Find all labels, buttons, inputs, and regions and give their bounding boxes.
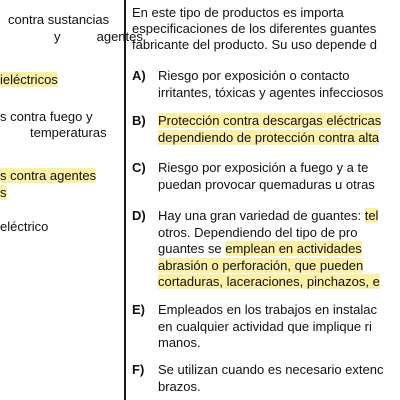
option-line [158, 208, 378, 224]
option-line [158, 319, 372, 335]
left-line-text: s contra agentes [0, 168, 97, 183]
option-line [158, 335, 201, 351]
highlighted-text: dependiendo de protección contra alta [158, 129, 380, 145]
left-line-text: s [0, 185, 7, 200]
highlighted-text: tel [364, 208, 379, 223]
left-line [0, 109, 93, 125]
option-line [158, 113, 381, 129]
option-line [158, 177, 375, 193]
option-text: manos. [158, 335, 201, 350]
left-line [54, 29, 143, 45]
option-letter: D) [132, 208, 146, 223]
option-text: guantes se [158, 241, 226, 256]
option-text: otros. Dependiendo del tipo de pro [158, 224, 358, 240]
left-line-text: s contra fuego y [0, 109, 93, 124]
left-line-text: y agentes [54, 29, 143, 44]
intro-line: En este tipo de productos es importa [132, 5, 344, 20]
option-text: Riesgo por exposición o contacto [158, 68, 350, 83]
column-divider [124, 0, 126, 400]
option-line [158, 274, 380, 290]
left-line-text: temperaturas [30, 125, 107, 140]
highlighted-text: cortaduras, laceraciones, pinchazos, e [158, 274, 380, 289]
option-line [158, 241, 362, 257]
highlighted-text: abrasión o perforación, que pueden [158, 257, 364, 273]
left-line [0, 72, 58, 88]
option-line [158, 258, 363, 274]
option-text: en cualquier actividad que implique ri [158, 318, 372, 334]
highlighted-text: Protección contra descargas eléctricas [158, 113, 382, 128]
left-line [0, 168, 96, 184]
option-line [158, 302, 377, 318]
left-line [8, 12, 109, 28]
left-line-text: contra sustancias [8, 12, 110, 27]
left-line [0, 185, 7, 201]
left-line-text: eléctrico [0, 219, 49, 234]
left-line-text: ieléctricos [0, 72, 58, 87]
option-text: Empleados en los trabajos en instalac [158, 302, 377, 317]
option-text: Se utilizan cuando es necesario extenc [158, 362, 384, 377]
highlighted-text: emplean en actividades [225, 241, 362, 256]
option-line [158, 362, 383, 378]
intro-line: especificaciones de los diferentes guantes [132, 21, 377, 36]
option-text: Hay una gran variedad de guantes: [158, 208, 365, 223]
option-line [158, 160, 368, 176]
option-letter: E) [132, 302, 145, 317]
option-letter: F) [132, 362, 145, 377]
option-line [158, 379, 201, 395]
option-text: puedan provocar quemaduras u otras [158, 176, 375, 192]
left-line [0, 219, 48, 235]
option-text: Riesgo por exposición a fuego y a te [158, 160, 369, 175]
option-text: brazos. [158, 378, 201, 394]
option-line [158, 130, 379, 146]
option-line [158, 85, 383, 101]
left-line [30, 125, 107, 141]
option-letter: A) [132, 68, 146, 83]
option-text: irritantes, tóxicas y agentes infecciosos [158, 84, 384, 100]
option-line [158, 225, 357, 241]
option-letter: C) [132, 160, 146, 175]
option-letter: B) [132, 113, 146, 128]
option-line [158, 68, 350, 84]
intro-line: fabricante del producto. Su uso depende d [132, 37, 378, 52]
